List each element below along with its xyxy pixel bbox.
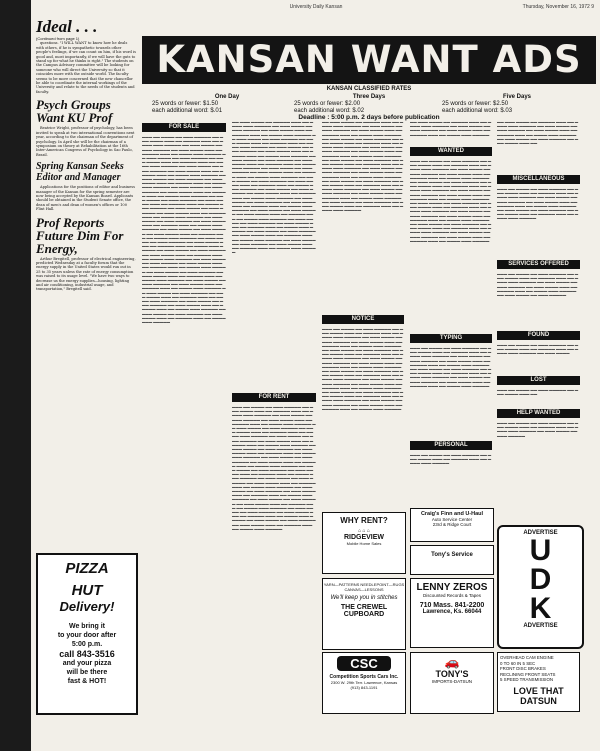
pizza-logo-line1: PIZZA bbox=[65, 560, 109, 577]
classified-rates bbox=[142, 86, 596, 121]
spring-headline: Spring Kansan Seeks Editor and Manager bbox=[36, 161, 124, 184]
filler-text: ▬▬▬ ▬▬ ▬▬▬▬ ▬▬ ▬▬▬ ▬▬▬▬▬ ▬▬ ▬▬▬ ▬▬▬▬ ▬▬▬ ▬▬ ▬▬▬▬▬ ▬▬▬ ▬▬ ▬▬▬▬ ▬▬▬ ▬▬▬▬▬ ▬▬ ▬▬▬ ▬▬▬▬ ▬▬ ▬▬▬ ▬▬▬▬▬ bbox=[497, 421, 579, 438]
udk-advertise-bottom: ADVERTISE bbox=[523, 623, 558, 629]
section-personal: PERSONAL bbox=[410, 441, 492, 450]
datsun-feature: OVERHEAD CAM ENGINE bbox=[500, 655, 554, 660]
rate-one-day bbox=[152, 94, 302, 115]
ridgeview-name: RIDGEVIEW bbox=[343, 534, 385, 541]
filler-text: ▬▬ ▬▬▬ ▬▬▬▬ ▬▬ ▬▬▬▬▬ ▬▬▬ ▬▬ ▬▬▬▬ ▬▬▬ ▬▬▬▬▬ ▬▬ ▬▬▬ ▬▬▬▬ ▬▬ ▬▬▬ ▬▬▬▬▬ ▬▬ ▬▬▬ ▬▬▬▬ ▬▬▬ ▬▬ ▬▬▬▬▬ ▬▬▬ ▬▬ ▬▬▬▬ ▬▬▬ ▬▬▬▬▬ ▬▬ ▬▬▬ ▬▬▬▬ ▬▬ ▬▬▬ ▬▬▬▬▬ ▬▬ ▬▬▬ ▬▬▬▬ ▬▬▬ ▬▬ ▬▬▬▬▬ ▬▬▬ ▬▬ ▬▬▬▬ ▬▬▬ ▬▬▬▬▬ ▬▬ ▬▬▬ ▬▬▬▬ ▬▬ ▬▬▬ ▬▬▬▬▬ ▬▬ ▬▬▬ ▬▬▬▬ ▬▬▬ ▬▬ ▬▬▬▬▬ ▬▬▬ ▬▬ ▬▬▬▬ ▬▬▬ ▬▬▬▬▬ ▬▬ ▬▬▬ ▬▬▬▬ ▬▬ ▬▬▬ ▬▬▬▬▬ ▬▬ ▬▬▬ ▬▬▬▬ ▬▬▬ ▬▬ ▬▬▬▬▬ ▬▬▬ ▬▬ ▬▬▬▬ ▬▬▬ ▬▬▬▬▬ ▬▬ ▬▬▬ ▬▬▬▬ ▬▬ ▬▬▬ ▬▬▬▬▬ ▬▬ ▬▬▬ ▬▬▬▬ ▬▬▬ ▬▬ ▬▬▬▬▬ ▬▬▬ ▬▬ ▬▬▬▬ ▬▬▬ ▬▬▬▬▬ ▬▬ ▬▬▬ ▬▬▬▬ ▬▬ ▬▬▬ ▬▬▬▬▬ ▬▬ ▬▬▬ ▬▬▬▬ ▬▬▬ ▬▬ ▬▬▬▬▬ ▬▬▬ ▬▬ ▬▬▬▬ ▬▬▬ ▬▬▬▬▬ ▬▬ ▬▬▬ ▬▬▬▬ ▬▬ ▬▬▬ ▬▬▬▬▬ ▬▬ ▬▬▬ ▬▬▬▬ ▬▬▬ ▬▬ ▬▬▬▬▬ ▬▬▬ ▬▬ ▬▬▬▬ ▬▬▬ ▬▬▬▬▬ ▬▬ ▬▬▬ ▬▬▬▬ ▬▬ ▬▬▬ ▬▬▬▬▬ ▬▬ ▬▬▬ ▬▬▬▬ ▬▬▬ ▬▬ ▬▬▬▬▬ ▬▬▬ ▬▬ ▬▬▬▬ ▬▬▬ ▬▬▬▬▬ bbox=[322, 120, 404, 213]
pizza-logo-line3: Delivery! bbox=[59, 599, 115, 614]
datsun-slogan: LOVE THAT DATSUN bbox=[513, 685, 564, 706]
udk-letter-k: K bbox=[529, 592, 552, 625]
section-wanted: WANTED bbox=[410, 147, 492, 156]
csc-logo: CSC bbox=[337, 656, 391, 671]
craig-subtitle: Auto Service Center bbox=[431, 517, 473, 522]
section-found: FOUND bbox=[497, 331, 580, 340]
want-ads-banner: KANSAN WANT ADS bbox=[142, 36, 596, 84]
csc-phone: (913) 843-1191 bbox=[350, 685, 378, 690]
section-miscellaneous: MISCELLANEOUS bbox=[497, 175, 580, 184]
tony-service-ad bbox=[410, 545, 494, 575]
lenny-subtitle: Discounted Records & Tapes bbox=[423, 593, 481, 598]
crewel-name: THE CREWEL CUPBOARD bbox=[340, 604, 388, 618]
section-for-sale: FOR SALE bbox=[142, 123, 226, 132]
pizza-logo-line2: HUT bbox=[71, 582, 103, 599]
prof-article: Arthur Bregitell, professor of electrical engineering, predicted Wednesday at a faculty forum that the energy supply in the United States would run out in 25 to 35 years unless the rate of energy consumption was raised to its usage level. "We have two ways to decrease us the energy supplies—housing, lighting and air conditioning, industrial usage, and transportation," Bregitell said. bbox=[36, 256, 136, 292]
rate-one-day-base: 25 words or fewer: $1.50 bbox=[152, 101, 219, 107]
filler-text: ▬▬ ▬▬▬ ▬▬▬▬ ▬▬ ▬▬▬▬▬ ▬▬▬ ▬▬ ▬▬▬▬ ▬▬▬ ▬▬▬▬▬ ▬▬ ▬▬▬ ▬▬▬▬ ▬▬ ▬▬▬ ▬▬▬▬▬ ▬▬ ▬▬▬ ▬▬▬▬ ▬▬▬ ▬▬ ▬▬▬▬▬ ▬▬▬ ▬▬ ▬▬▬▬ ▬▬▬ ▬▬▬▬▬ bbox=[410, 120, 492, 137]
pizza-line7: fast & HOT! bbox=[67, 678, 107, 685]
pizza-phone: call 843-3516 bbox=[59, 649, 115, 659]
car-icon: 🚗 bbox=[444, 655, 460, 669]
section-for-rent: FOR RENT bbox=[232, 393, 316, 402]
csc-address: 2300 W. 29th Terr. Lawrence, Kansas bbox=[330, 680, 398, 685]
section-typing: TYPING bbox=[410, 334, 492, 343]
udk-letter-d: D bbox=[529, 563, 552, 596]
lenny-name: LENNY ZEROS bbox=[416, 582, 488, 593]
ridgeview-ad bbox=[322, 512, 406, 574]
lenny-address: 710 Mass. 841-2200 bbox=[419, 602, 485, 609]
datsun-ad bbox=[497, 652, 580, 712]
datsun-feature: 0 TO 60 IN 5 SEC bbox=[500, 660, 536, 666]
filler-text: ▬▬ ▬▬▬ ▬▬▬▬ ▬▬ ▬▬▬▬▬ ▬▬▬ ▬▬ ▬▬▬▬ ▬▬▬ ▬▬▬▬▬ ▬▬ ▬▬▬ ▬▬▬▬ ▬▬ ▬▬▬ ▬▬▬▬▬ ▬▬ ▬▬▬ ▬▬▬▬ ▬▬▬ ▬▬ ▬▬▬▬▬ ▬▬▬ ▬▬ ▬▬▬▬ ▬▬▬ ▬▬▬▬▬ ▬▬ ▬▬▬ ▬▬▬▬ ▬▬ ▬▬▬ ▬▬▬▬▬ ▬▬ ▬▬▬ ▬▬▬▬ ▬▬▬ ▬▬ ▬▬▬▬▬ ▬▬▬ ▬▬ ▬▬▬▬ ▬▬▬ ▬▬▬▬▬ ▬▬ ▬▬▬ ▬▬▬▬ ▬▬ ▬▬▬ ▬▬▬▬▬ ▬▬ ▬▬▬ ▬▬▬▬ ▬▬▬ ▬▬ ▬▬▬▬▬ ▬▬▬ ▬▬ ▬▬▬▬ ▬▬▬ ▬▬▬▬▬ ▬▬ ▬▬▬ ▬▬▬▬ ▬▬ ▬▬▬ ▬▬▬▬▬ ▬▬ ▬▬▬ ▬▬▬▬ ▬▬▬ ▬▬ ▬▬▬▬▬ ▬▬▬ ▬▬ ▬▬▬▬ ▬▬▬ ▬▬▬▬▬ ▬▬ ▬▬▬ ▬▬▬▬ ▬▬ ▬▬▬ ▬▬▬▬▬ ▬▬ ▬▬▬ ▬▬▬▬ ▬▬▬ ▬▬ ▬▬▬▬▬ ▬▬▬ ▬▬ ▬▬▬▬ ▬▬▬ ▬▬▬▬▬ ▬▬ ▬▬▬ ▬▬▬▬ ▬▬ ▬▬▬ ▬▬▬▬▬ ▬▬ ▬▬▬ ▬▬▬▬ ▬▬▬ ▬▬ ▬▬▬▬▬ ▬▬▬ ▬▬ ▬▬▬▬ ▬▬▬ ▬▬▬▬▬ ▬▬ ▬▬▬ ▬▬▬▬ ▬▬ ▬▬▬ ▬▬▬▬▬ ▬▬ ▬▬▬ ▬▬▬▬ ▬▬▬ ▬▬ ▬▬▬▬▬ ▬▬▬ ▬▬ ▬▬▬▬ ▬▬▬ ▬▬▬▬▬ ▬▬ ▬▬▬ ▬▬▬▬ ▬▬ ▬▬▬ ▬▬▬▬▬ ▬▬ ▬▬▬ ▬▬▬▬ ▬▬▬ ▬▬ ▬▬▬▬▬ ▬▬▬ ▬▬ ▬▬▬▬ ▬▬▬ ▬▬▬▬▬ ▬▬ ▬▬▬ ▬▬▬▬ ▬▬ ▬▬▬ ▬▬▬▬▬ ▬▬ ▬▬▬ ▬▬▬▬ ▬▬▬ ▬▬ ▬▬▬▬▬ ▬▬▬ ▬▬ ▬▬▬▬ ▬▬▬ ▬▬▬▬▬ ▬▬ ▬▬▬ ▬▬▬▬ ▬▬ ▬▬▬ ▬▬▬▬▬ ▬▬ ▬▬▬ ▬▬▬▬ ▬▬▬ ▬▬ ▬▬▬▬▬ ▬▬▬ ▬▬ ▬▬▬▬ ▬▬▬ ▬▬▬▬▬ ▬▬ ▬▬▬ ▬▬▬▬ ▬▬ ▬▬▬ ▬▬▬▬▬ ▬▬ ▬▬▬ ▬▬▬▬ ▬▬▬ ▬▬ ▬▬▬▬▬ ▬▬▬ ▬▬ ▬▬▬▬ ▬▬▬ ▬▬▬▬▬ ▬▬ ▬▬▬ ▬▬▬▬ ▬▬ ▬▬▬ ▬▬▬▬▬ ▬▬ ▬▬▬ ▬▬▬▬ ▬▬▬ ▬▬ ▬▬▬▬▬ ▬▬▬ ▬▬ ▬▬▬▬ ▬▬▬ ▬▬▬▬▬ bbox=[232, 120, 316, 255]
psych-headline: Psych Groups Want KU Prof bbox=[36, 97, 113, 126]
datsun-feature: RECLINING FRONT SEATS bbox=[500, 671, 556, 677]
rate-three-days-base: 25 words or fewer: $2.00 bbox=[294, 101, 361, 107]
continued-note: (Continued from page 1) bbox=[36, 36, 80, 41]
header-date: Thursday, November 16, 1972 bbox=[522, 4, 590, 10]
header-page-number: 9 bbox=[591, 4, 594, 10]
udk-ad bbox=[497, 525, 584, 649]
prof-headline: Prof Reports Future Dim For Energy, bbox=[36, 214, 124, 256]
section-services-offered: SERVICES OFFERED bbox=[497, 260, 580, 269]
rate-one-day-label: One Day bbox=[214, 94, 240, 100]
rate-five-days-base: 25 words or fewer: $2.50 bbox=[442, 101, 509, 107]
rate-three-days bbox=[294, 94, 444, 115]
rates-deadline: Deadline : 5:00 p.m. 2 days before publication bbox=[298, 114, 440, 121]
filler-text: ▬▬▬ ▬▬ ▬▬▬▬ ▬▬ ▬▬▬ ▬▬▬▬▬ ▬▬ ▬▬▬ ▬▬▬▬ ▬▬▬ ▬▬ ▬▬▬▬▬ ▬▬▬ ▬▬ ▬▬▬▬ ▬▬▬ ▬▬▬▬▬ ▬▬ ▬▬▬ ▬▬▬▬ ▬▬ ▬▬▬ ▬▬▬▬▬ ▬▬ ▬▬▬ ▬▬▬▬ ▬▬▬ ▬▬ ▬▬▬▬▬ ▬▬▬ ▬▬ ▬▬▬▬ ▬▬▬ ▬▬▬▬▬ ▬▬ ▬▬▬ ▬▬▬▬ ▬▬ ▬▬▬ ▬▬▬▬▬ ▬▬ ▬▬▬ ▬▬▬▬ ▬▬▬ ▬▬ ▬▬▬▬▬ ▬▬▬ ▬▬ ▬▬▬▬ ▬▬▬ ▬▬▬▬▬ ▬▬ ▬▬▬ ▬▬▬▬ ▬▬ ▬▬▬ ▬▬▬▬▬ ▬▬ ▬▬▬ ▬▬▬▬ ▬▬▬ ▬▬ ▬▬▬▬▬ ▬▬▬ ▬▬ ▬▬▬▬ ▬▬▬ ▬▬▬▬▬ ▬▬ ▬▬▬ ▬▬▬▬ ▬▬ ▬▬▬ ▬▬▬▬▬ ▬▬ ▬▬▬ ▬▬▬▬ ▬▬▬ ▬▬ ▬▬▬▬▬ ▬▬▬ ▬▬ ▬▬▬▬ ▬▬▬ ▬▬▬▬▬ ▬▬ ▬▬▬ ▬▬▬▬ ▬▬ ▬▬▬ ▬▬▬▬▬ ▬▬ ▬▬▬ ▬▬▬▬ ▬▬▬ ▬▬ ▬▬▬▬▬ ▬▬▬ ▬▬ ▬▬▬▬ ▬▬▬ ▬▬▬▬▬ ▬▬ ▬▬▬ ▬▬▬▬ ▬▬ ▬▬▬ ▬▬▬▬▬ ▬▬ ▬▬▬ ▬▬▬▬ ▬▬▬ ▬▬ ▬▬▬▬▬ ▬▬▬ ▬▬ ▬▬▬▬ ▬▬▬ ▬▬▬▬▬ ▬▬ ▬▬▬ ▬▬▬▬ ▬▬ ▬▬▬ ▬▬▬▬▬ ▬▬ ▬▬▬ ▬▬▬▬ ▬▬▬ ▬▬ ▬▬▬▬▬ ▬▬▬ ▬▬ ▬▬▬▬ ▬▬▬ ▬▬▬▬▬ bbox=[410, 159, 492, 243]
ideal-headline: Ideal . . . bbox=[36, 17, 98, 36]
tony-service-name: Tony's Service bbox=[431, 552, 473, 558]
classified-column-5 bbox=[497, 120, 580, 520]
filler-text: ▬▬▬ ▬▬ ▬▬▬▬ ▬▬ ▬▬▬ ▬▬▬▬▬ ▬▬ ▬▬▬ ▬▬▬▬ ▬▬▬ ▬▬ ▬▬▬▬▬ ▬▬▬ ▬▬ ▬▬▬▬ ▬▬▬ ▬▬▬▬▬ bbox=[410, 453, 492, 466]
udk-advertise-top: ADVERTISE bbox=[523, 530, 558, 536]
why-rent-text: WHY RENT? bbox=[340, 516, 388, 525]
pizza-hut-ad bbox=[36, 553, 138, 715]
classified-column-2 bbox=[232, 120, 316, 710]
house-icon: ⌂ ⌂ ⌂ bbox=[358, 528, 370, 534]
rate-five-days-label: Five Days bbox=[502, 94, 532, 100]
rate-five-days-extra: each additional word: $.03 bbox=[442, 108, 513, 114]
page-gutter bbox=[0, 0, 31, 751]
classified-column-3 bbox=[322, 120, 404, 510]
spring-article: Applications for the positions of editor and business manager of the Kansan for the spring semester are now being accepted by the Kansan Board. Applicants should be obtained in the Student Senate office, the dean of men's and dean of women's offices or 100 Flint Hall. bbox=[36, 185, 135, 212]
rates-title: KANSAN CLASSIFIED RATES bbox=[326, 86, 412, 92]
pizza-line1: We bring it bbox=[68, 623, 106, 630]
filler-text: ▬▬▬ ▬▬ ▬▬▬▬ ▬▬ ▬▬▬ ▬▬▬▬▬ ▬▬ ▬▬▬ ▬▬▬▬ ▬▬▬ ▬▬ ▬▬▬▬▬ ▬▬▬ ▬▬ ▬▬▬▬ ▬▬▬ ▬▬▬▬▬ ▬▬ ▬▬▬ ▬▬▬▬ ▬▬ ▬▬▬ ▬▬▬▬▬ ▬▬ ▬▬▬ ▬▬▬▬ ▬▬▬ ▬▬ ▬▬▬▬▬ ▬▬▬ ▬▬ ▬▬▬▬ ▬▬▬ ▬▬▬▬▬ ▬▬ ▬▬▬ ▬▬▬▬ ▬▬ ▬▬▬ ▬▬▬▬▬ bbox=[497, 272, 579, 298]
ideal-article: questions. "I WILL WANT to know how he deals with others, if he is sympathetic towards other people's feelings, if we can count on him, if his word is good and, most importantly, if we will have the guts to stand up for what he thinks is right." The students on the Campus Advisory committee will be looking for someone who will direct the University so that it coincides more with the outside world. The faculty seems to be more concerned that the new chancellor be able to coordinate the internal workings of the University and relate to the needs of the students and faculty. bbox=[36, 41, 136, 94]
datsun-feature: FRONT DISC BRAKES bbox=[500, 666, 546, 672]
news-column bbox=[36, 16, 136, 294]
crewel-products: YARN—PATTERNS NEEDLEPOINT—RUGS CANVAS—LESSONS bbox=[323, 582, 405, 592]
pizza-line6: will be there bbox=[66, 669, 108, 676]
datsun-feature: 5 SPEED TRANSMISSION bbox=[500, 677, 554, 683]
tonys-imports-ad bbox=[410, 652, 494, 714]
rate-three-days-label: Three Days bbox=[352, 94, 386, 100]
craig-ad bbox=[410, 508, 494, 542]
rate-one-day-extra: each additional word: $.01 bbox=[152, 108, 223, 114]
udk-letter-u: U bbox=[529, 534, 552, 567]
section-lost: LOST bbox=[497, 376, 580, 385]
filler-text: ▬▬▬ ▬▬ ▬▬▬▬ ▬▬ ▬▬▬ ▬▬▬▬▬ ▬▬ ▬▬▬ ▬▬▬▬ ▬▬▬ ▬▬ ▬▬▬▬▬ ▬▬▬ ▬▬ ▬▬▬▬ ▬▬▬ ▬▬▬▬▬ ▬▬ ▬▬▬ ▬▬▬▬ ▬▬ ▬▬▬ ▬▬▬▬▬ ▬▬ ▬▬▬ ▬▬▬▬ ▬▬▬ ▬▬ ▬▬▬▬▬ ▬▬▬ ▬▬ ▬▬▬▬ ▬▬▬ ▬▬▬▬▬ ▬▬ ▬▬▬ ▬▬▬▬ ▬▬ ▬▬▬ ▬▬▬▬▬ ▬▬ ▬▬▬ ▬▬▬▬ ▬▬▬ ▬▬ ▬▬▬▬▬ ▬▬▬ ▬▬ ▬▬▬▬ ▬▬▬ ▬▬▬▬▬ ▬▬ ▬▬▬ ▬▬▬▬ ▬▬ ▬▬▬ ▬▬▬▬▬ ▬▬ ▬▬▬ ▬▬▬▬ ▬▬▬ ▬▬ ▬▬▬▬▬ ▬▬▬ ▬▬ ▬▬▬▬ ▬▬▬ ▬▬▬▬▬ ▬▬ ▬▬▬ ▬▬▬▬ ▬▬ ▬▬▬ ▬▬▬▬▬ ▬▬ ▬▬▬ ▬▬▬▬ ▬▬▬ ▬▬ ▬▬▬▬▬ ▬▬▬ ▬▬ ▬▬▬▬ ▬▬▬ ▬▬▬▬▬ ▬▬ ▬▬▬ ▬▬▬▬ ▬▬ ▬▬▬ ▬▬▬▬▬ ▬▬ ▬▬▬ ▬▬▬▬ ▬▬▬ ▬▬ ▬▬▬▬▬ ▬▬▬ ▬▬ ▬▬▬▬ ▬▬▬ ▬▬▬▬▬ ▬▬ ▬▬▬ ▬▬▬▬ ▬▬ ▬▬▬ ▬▬▬▬▬ ▬▬ ▬▬▬ ▬▬▬▬ ▬▬▬ ▬▬ ▬▬▬▬▬ ▬▬▬ ▬▬ ▬▬▬▬ ▬▬▬ ▬▬▬▬▬ ▬▬ ▬▬▬ ▬▬▬▬ ▬▬ ▬▬▬ ▬▬▬▬▬ ▬▬ ▬▬▬ ▬▬▬▬ ▬▬▬ ▬▬ ▬▬▬▬▬ ▬▬▬ ▬▬ ▬▬▬▬ ▬▬▬ ▬▬▬▬▬ bbox=[322, 327, 404, 411]
filler-text: ▬▬▬ ▬▬ ▬▬▬▬ ▬▬ ▬▬▬ ▬▬▬▬▬ ▬▬ ▬▬▬ ▬▬▬▬ ▬▬▬ ▬▬ ▬▬▬▬▬ ▬▬▬ ▬▬ ▬▬▬▬ ▬▬▬ ▬▬▬▬▬ ▬▬ ▬▬▬ ▬▬▬▬ ▬▬ ▬▬▬ ▬▬▬▬▬ ▬▬ ▬▬▬ ▬▬▬▬ ▬▬▬ ▬▬ ▬▬▬▬▬ ▬▬▬ ▬▬ ▬▬▬▬ ▬▬▬ ▬▬▬▬▬ ▬▬ ▬▬▬ ▬▬▬▬ ▬▬ ▬▬▬ ▬▬▬▬▬ ▬▬ ▬▬▬ ▬▬▬▬ ▬▬▬ ▬▬ ▬▬▬▬▬ ▬▬▬ ▬▬ ▬▬▬▬ ▬▬▬ ▬▬▬▬▬ ▬▬ ▬▬▬ ▬▬▬▬ ▬▬ ▬▬▬ ▬▬▬▬▬ ▬▬ ▬▬▬ ▬▬▬▬ ▬▬▬ ▬▬ ▬▬▬▬▬ ▬▬▬ ▬▬ ▬▬▬▬ ▬▬▬ ▬▬▬▬▬ ▬▬ ▬▬▬ ▬▬▬▬ ▬▬ ▬▬▬ ▬▬▬▬▬ ▬▬ ▬▬▬ ▬▬▬▬ ▬▬▬ ▬▬ ▬▬▬▬▬ ▬▬▬ ▬▬ ▬▬▬▬ ▬▬▬ ▬▬▬▬▬ ▬▬ ▬▬▬ ▬▬▬▬ ▬▬ ▬▬▬ ▬▬▬▬▬ ▬▬ ▬▬▬ ▬▬▬▬ ▬▬▬ ▬▬ ▬▬▬▬▬ ▬▬▬ ▬▬ ▬▬▬▬ ▬▬▬ ▬▬▬▬▬ ▬▬ ▬▬▬ ▬▬▬▬ ▬▬ ▬▬▬ ▬▬▬▬▬ ▬▬ ▬▬▬ ▬▬▬▬ ▬▬▬ ▬▬ ▬▬▬▬▬ ▬▬▬ ▬▬ ▬▬▬▬ ▬▬▬ ▬▬▬▬▬ ▬▬ ▬▬▬ ▬▬▬▬ ▬▬ ▬▬▬ ▬▬▬▬▬ ▬▬ ▬▬▬ ▬▬▬▬ ▬▬▬ ▬▬ ▬▬▬▬▬ ▬▬▬ ▬▬ ▬▬▬▬ ▬▬▬ ▬▬▬▬▬ ▬▬ ▬▬▬ ▬▬▬▬ ▬▬ ▬▬▬ ▬▬▬▬▬ ▬▬ ▬▬▬ ▬▬▬▬ ▬▬▬ ▬▬ ▬▬▬▬▬ ▬▬▬ ▬▬ ▬▬▬▬ ▬▬▬ ▬▬▬▬▬ ▬▬ ▬▬▬ ▬▬▬▬ ▬▬ ▬▬▬ ▬▬▬▬▬ ▬▬ ▬▬▬ ▬▬▬▬ ▬▬▬ ▬▬ ▬▬▬▬▬ ▬▬▬ ▬▬ ▬▬▬▬ ▬▬▬ ▬▬▬▬▬ ▬▬ ▬▬▬ ▬▬▬▬ ▬▬ ▬▬▬ ▬▬▬▬▬ ▬▬ ▬▬▬ ▬▬▬▬ ▬▬▬ ▬▬ ▬▬▬▬▬ ▬▬▬ ▬▬ ▬▬▬▬ ▬▬▬ ▬▬▬▬▬ ▬▬ ▬▬▬ ▬▬▬▬ ▬▬ ▬▬▬ ▬▬▬▬▬ ▬▬ ▬▬▬ ▬▬▬▬ ▬▬▬ ▬▬ ▬▬▬▬▬ ▬▬▬ ▬▬ ▬▬▬▬ ▬▬▬ ▬▬▬▬▬ ▬▬ ▬▬▬ ▬▬▬▬ ▬▬ ▬▬▬ ▬▬▬▬▬ ▬▬ ▬▬▬ ▬▬▬▬ ▬▬▬ ▬▬ ▬▬▬▬▬ ▬▬▬ ▬▬ ▬▬▬▬ ▬▬▬ ▬▬▬▬▬ ▬▬ ▬▬▬ ▬▬▬▬ ▬▬ ▬▬▬ ▬▬▬▬▬ ▬▬ ▬▬▬ ▬▬▬▬ ▬▬▬ ▬▬ ▬▬▬▬▬ ▬▬▬ ▬▬ ▬▬▬▬ ▬▬▬ ▬▬▬▬▬ ▬▬ ▬▬▬ ▬▬▬▬ ▬▬ ▬▬▬ ▬▬▬▬▬ ▬▬ ▬▬▬ ▬▬▬▬ ▬▬▬ ▬▬ ▬▬▬▬▬ ▬▬▬ ▬▬ ▬▬▬▬ ▬▬▬ ▬▬▬▬▬ ▬▬ ▬▬▬ ▬▬▬▬ ▬▬ ▬▬▬ ▬▬▬▬▬ ▬▬ ▬▬▬ ▬▬▬▬ ▬▬▬ ▬▬ ▬▬▬▬▬ ▬▬▬ ▬▬ ▬▬▬▬ ▬▬▬ ▬▬▬▬▬ ▬▬ ▬▬▬ ▬▬▬▬ ▬▬ ▬▬▬ ▬▬▬▬▬ ▬▬ ▬▬▬ ▬▬▬▬ ▬▬▬ ▬▬ ▬▬▬▬▬ ▬▬▬ ▬▬ ▬▬▬▬ ▬▬▬ ▬▬▬▬▬ ▬▬ ▬▬▬ ▬▬▬▬ ▬▬ ▬▬▬ ▬▬▬▬▬ ▬▬ ▬▬▬ ▬▬▬▬ ▬▬▬ ▬▬ ▬▬▬▬▬ ▬▬▬ ▬▬ ▬▬▬▬ ▬▬▬ ▬▬▬▬▬ bbox=[142, 135, 226, 324]
filler-text: ▬▬▬ ▬▬ ▬▬▬▬ ▬▬ ▬▬▬ ▬▬▬▬▬ ▬▬ ▬▬▬ ▬▬▬▬ ▬▬▬ ▬▬ ▬▬▬▬▬ ▬▬▬ ▬▬ ▬▬▬▬ ▬▬▬ ▬▬▬▬▬ ▬▬ ▬▬▬ ▬▬▬▬ ▬▬ ▬▬▬ ▬▬▬▬▬ ▬▬ ▬▬▬ ▬▬▬▬ ▬▬▬ ▬▬ ▬▬▬▬▬ ▬▬▬ ▬▬ ▬▬▬▬ ▬▬▬ ▬▬▬▬▬ ▬▬ ▬▬▬ ▬▬▬▬ ▬▬ ▬▬▬ ▬▬▬▬▬ ▬▬ ▬▬▬ ▬▬▬▬ ▬▬▬ ▬▬ ▬▬▬▬▬ ▬▬▬ ▬▬ ▬▬▬▬ ▬▬▬ ▬▬▬▬▬ ▬▬ ▬▬▬ ▬▬▬▬ ▬▬ ▬▬▬ ▬▬▬▬▬ ▬▬ ▬▬▬ ▬▬▬▬ ▬▬▬ ▬▬ ▬▬▬▬▬ ▬▬▬ ▬▬ ▬▬▬▬ ▬▬▬ ▬▬▬▬▬ bbox=[410, 346, 492, 388]
lenny-zeros-ad bbox=[410, 578, 494, 648]
section-notice: NOTICE bbox=[322, 315, 404, 324]
lenny-city: Lawrence, Ks. 66044 bbox=[422, 609, 482, 615]
pizza-line2: to your door after bbox=[57, 632, 117, 639]
tonys-imports-name: TONY'S bbox=[435, 669, 469, 679]
classified-column-1 bbox=[142, 120, 226, 710]
section-help-wanted: HELP WANTED bbox=[497, 409, 580, 418]
psych-article: Beatrice Wright, professor of psychology, has been invited to speak at two international conventions next year, according to the chairman of the department of psychology. In April she will be the chairman of a symposium on theory at Rehabilitation at the 16th Inter-American Congress of Psychology in Sao Paulo, Brazil. bbox=[36, 126, 135, 157]
rate-five-days bbox=[442, 94, 592, 115]
header-paper-name: University Daily Kansan bbox=[289, 4, 343, 10]
filler-text: ▬▬▬ ▬▬ ▬▬▬▬ ▬▬ ▬▬▬ ▬▬▬▬▬ ▬▬ ▬▬▬ ▬▬▬▬ ▬▬▬ ▬▬ ▬▬▬▬▬ ▬▬▬ ▬▬ ▬▬▬▬ ▬▬▬ ▬▬▬▬▬ ▬▬ ▬▬▬ ▬▬▬▬ bbox=[497, 343, 579, 356]
filler-text: ▬▬ ▬▬▬ ▬▬▬▬ ▬▬ ▬▬▬▬▬ ▬▬▬ ▬▬ ▬▬▬▬ ▬▬▬ ▬▬▬▬▬ ▬▬ ▬▬▬ ▬▬▬▬ ▬▬ ▬▬▬ ▬▬▬▬▬ ▬▬ ▬▬▬ ▬▬▬▬ ▬▬▬ ▬▬ ▬▬▬▬▬ ▬▬▬ ▬▬ ▬▬▬▬ ▬▬▬ ▬▬▬▬▬ ▬▬ ▬▬▬ ▬▬▬▬ ▬▬ ▬▬▬ ▬▬▬▬▬ ▬▬ ▬▬▬ ▬▬▬▬ ▬▬▬ ▬▬ bbox=[497, 120, 579, 146]
ridgeview-subtitle: Mobile Home Sales bbox=[346, 541, 382, 546]
classified-column-4 bbox=[410, 120, 492, 510]
csc-ad bbox=[322, 652, 406, 714]
crewel-cupboard-ad bbox=[322, 578, 406, 650]
csc-name: Competition Sports Cars Inc. bbox=[329, 674, 399, 680]
filler-text: ▬▬▬ ▬▬ ▬▬▬▬ ▬▬ ▬▬▬ ▬▬▬▬▬ ▬▬ ▬▬▬ ▬▬▬▬ ▬▬▬ ▬▬ ▬▬▬▬▬ ▬▬▬ ▬▬ ▬▬▬▬ ▬▬▬ ▬▬▬▬▬ ▬▬ ▬▬▬ ▬▬▬▬ ▬▬ ▬▬▬ ▬▬▬▬▬ ▬▬ ▬▬▬ ▬▬▬▬ ▬▬▬ ▬▬ ▬▬▬▬▬ ▬▬▬ ▬▬ ▬▬▬▬ ▬▬▬ ▬▬▬▬▬ ▬▬ ▬▬▬ ▬▬▬▬ ▬▬ ▬▬▬ ▬▬▬▬▬ ▬▬ ▬▬▬ ▬▬▬▬ ▬▬▬ ▬▬ ▬▬▬▬▬ ▬▬▬ ▬▬ ▬▬▬▬ ▬▬▬ ▬▬▬▬▬ ▬▬ ▬▬▬ ▬▬▬▬ ▬▬ ▬▬▬ ▬▬▬▬▬ ▬▬ ▬▬▬ ▬▬▬▬ ▬▬▬ ▬▬ ▬▬▬▬▬ ▬▬▬ ▬▬ ▬▬▬▬ ▬▬▬ ▬▬▬▬▬ ▬▬ ▬▬▬ ▬▬▬▬ ▬▬ ▬▬▬ ▬▬▬▬▬ ▬▬ ▬▬▬ ▬▬▬▬ ▬▬▬ ▬▬ ▬▬▬▬▬ ▬▬▬ ▬▬ ▬▬▬▬ ▬▬▬ ▬▬▬▬▬ ▬▬ ▬▬▬ ▬▬▬▬ ▬▬ ▬▬▬ ▬▬▬▬▬ ▬▬ ▬▬▬ ▬▬▬▬ ▬▬▬ ▬▬ ▬▬▬▬▬ ▬▬▬ ▬▬ ▬▬▬▬ ▬▬▬ ▬▬▬▬▬ ▬▬ ▬▬▬ ▬▬▬▬ ▬▬ ▬▬▬ ▬▬▬▬▬ ▬▬ ▬▬▬ ▬▬▬▬ ▬▬▬ ▬▬ ▬▬▬▬▬ ▬▬▬ ▬▬ ▬▬▬▬ ▬▬▬ ▬▬▬▬▬ ▬▬ ▬▬▬ ▬▬▬▬ ▬▬ ▬▬▬ ▬▬▬▬▬ ▬▬ ▬▬▬ ▬▬▬▬ ▬▬▬ ▬▬ ▬▬▬▬▬ ▬▬▬ ▬▬ ▬▬▬▬ ▬▬▬ ▬▬▬▬▬ ▬▬ ▬▬▬ ▬▬▬▬ ▬▬ ▬▬▬ ▬▬▬▬▬ ▬▬ ▬▬▬ ▬▬▬▬ ▬▬▬ ▬▬ ▬▬▬▬▬ ▬▬▬ ▬▬ ▬▬▬▬ ▬▬▬ ▬▬▬▬▬ ▬▬ ▬▬▬ ▬▬▬▬ ▬▬ ▬▬▬ ▬▬▬▬▬ ▬▬ ▬▬▬ ▬▬▬▬ ▬▬▬ ▬▬ ▬▬▬▬▬ ▬▬▬ ▬▬ ▬▬▬▬ ▬▬▬ ▬▬▬▬▬ ▬▬ ▬▬▬ ▬▬▬▬ ▬▬ ▬▬▬ ▬▬▬▬▬ ▬▬ ▬▬▬ ▬▬▬▬ ▬▬▬ ▬▬ ▬▬▬▬▬ ▬▬▬ ▬▬ ▬▬▬▬ ▬▬▬ ▬▬▬▬▬ ▬▬ ▬▬▬ ▬▬▬▬ ▬▬ ▬▬▬ ▬▬▬▬▬ ▬▬ ▬▬▬ ▬▬▬▬ ▬▬▬ ▬▬ ▬▬▬▬▬ ▬▬▬ ▬▬ ▬▬▬▬ ▬▬▬ ▬▬▬▬▬ bbox=[232, 405, 316, 531]
pizza-line5: and your pizza bbox=[62, 660, 112, 667]
pizza-line3: 5:00 p.m. bbox=[71, 641, 103, 648]
rate-three-days-extra: each additional word: $.02 bbox=[294, 108, 365, 114]
filler-text: ▬▬▬ ▬▬ ▬▬▬▬ ▬▬ ▬▬▬ ▬▬▬▬▬ ▬▬ ▬▬▬ ▬▬▬▬ ▬▬▬ ▬▬ bbox=[497, 388, 579, 397]
craig-name: Craig's Finn and U-Haul bbox=[420, 511, 484, 517]
tonys-imports-subtitle: IMPORTS-DATSUN bbox=[431, 679, 473, 684]
crewel-slogan: We'll keep you in stitches bbox=[330, 595, 398, 601]
filler-text: ▬▬▬ ▬▬ ▬▬▬▬ ▬▬ ▬▬▬ ▬▬▬▬▬ ▬▬ ▬▬▬ ▬▬▬▬ ▬▬▬ ▬▬ ▬▬▬▬▬ ▬▬▬ ▬▬ ▬▬▬▬ ▬▬▬ ▬▬▬▬▬ ▬▬ ▬▬▬ ▬▬▬▬ ▬▬ ▬▬▬ ▬▬▬▬▬ ▬▬ ▬▬▬ ▬▬▬▬ ▬▬▬ ▬▬ ▬▬▬▬▬ ▬▬▬ ▬▬ ▬▬▬▬ ▬▬▬ ▬▬▬▬▬ ▬▬ ▬▬▬ ▬▬▬▬ ▬▬ ▬▬▬ ▬▬▬▬▬ ▬▬ ▬▬▬ ▬▬▬▬ ▬▬▬ ▬▬ ▬▬▬▬▬ ▬▬▬ ▬▬ ▬▬▬▬ ▬▬▬ ▬▬▬▬▬ bbox=[497, 187, 579, 221]
craig-address: 23rd & Ridge Court bbox=[432, 522, 472, 527]
